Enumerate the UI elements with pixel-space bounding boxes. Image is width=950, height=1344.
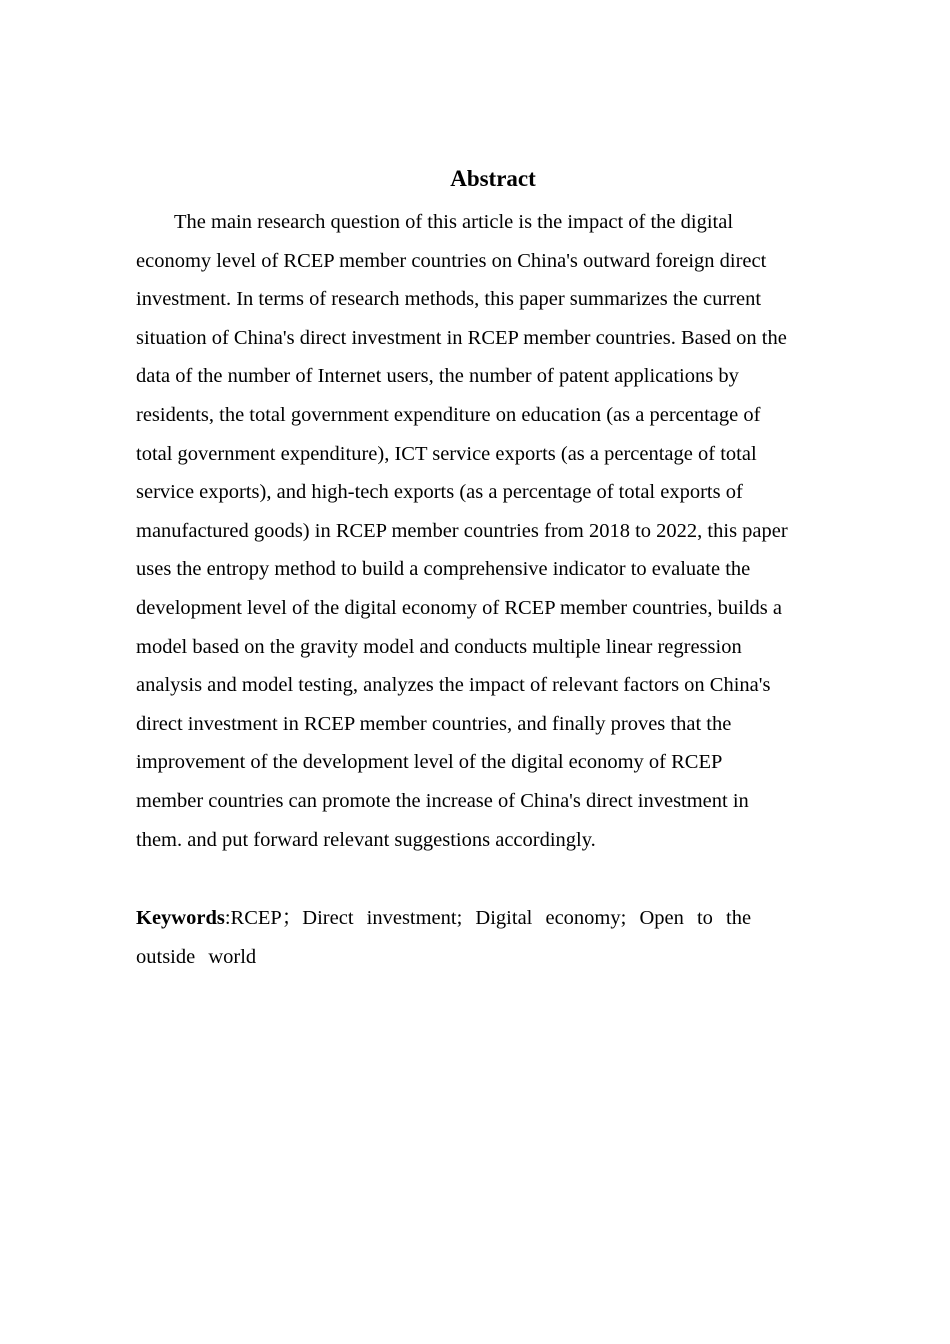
abstract-line: development level of the digital economy of RCEP member countries, builds a [136,596,782,619]
abstract-line: member countries can promote the increase of China's direct investment in [136,789,749,812]
keywords-separator: : [224,907,231,929]
abstract-line: uses the entropy method to build a comprehensive indicator to evaluate the [136,558,751,581]
keywords-line [136,899,856,938]
abstract-line: total government expenditure), ICT service exports (as a percentage of total [136,442,757,465]
abstract-line: residents, the total government expenditure on education (as a percentage of [136,403,761,426]
abstract-line: model based on the gravity model and conducts multiple linear regression [136,635,742,658]
abstract-line: improvement of the development level of the digital economy of RCEP [136,751,723,774]
abstract-line: investment. In terms of research methods, this paper summarizes the current [136,288,762,311]
abstract-line: them. and put forward relevant suggestions accordingly. [136,828,596,851]
keywords-section [136,899,856,976]
keywords-label: Keywords [136,907,225,929]
abstract-title: Abstract [450,166,536,191]
abstract-line: situation of China's direct investment in RCEP member countries. Based on the [136,326,787,349]
abstract-line: manufactured goods) in RCEP member countries from 2018 to 2022, this paper [136,519,788,542]
abstract-line: analysis and model testing, analyzes the impact of relevant factors on China's [136,674,771,697]
abstract-body [136,203,856,859]
keywords-values: RCEP；Direct investment; Digital economy; Open to the [230,907,752,929]
abstract-line: direct investment in RCEP member countries, and finally proves that the [136,712,732,735]
abstract-line: economy level of RCEP member countries on China's outward foreign direct [136,249,767,272]
keywords-values-continued: outside world [136,945,257,968]
abstract-line: service exports), and high-tech exports (as a percentage of total exports of [136,481,743,504]
abstract-line: data of the number of Internet users, the number of patent applications by [136,365,739,388]
abstract-line: The main research question of this article is the impact of the digital [174,211,734,233]
